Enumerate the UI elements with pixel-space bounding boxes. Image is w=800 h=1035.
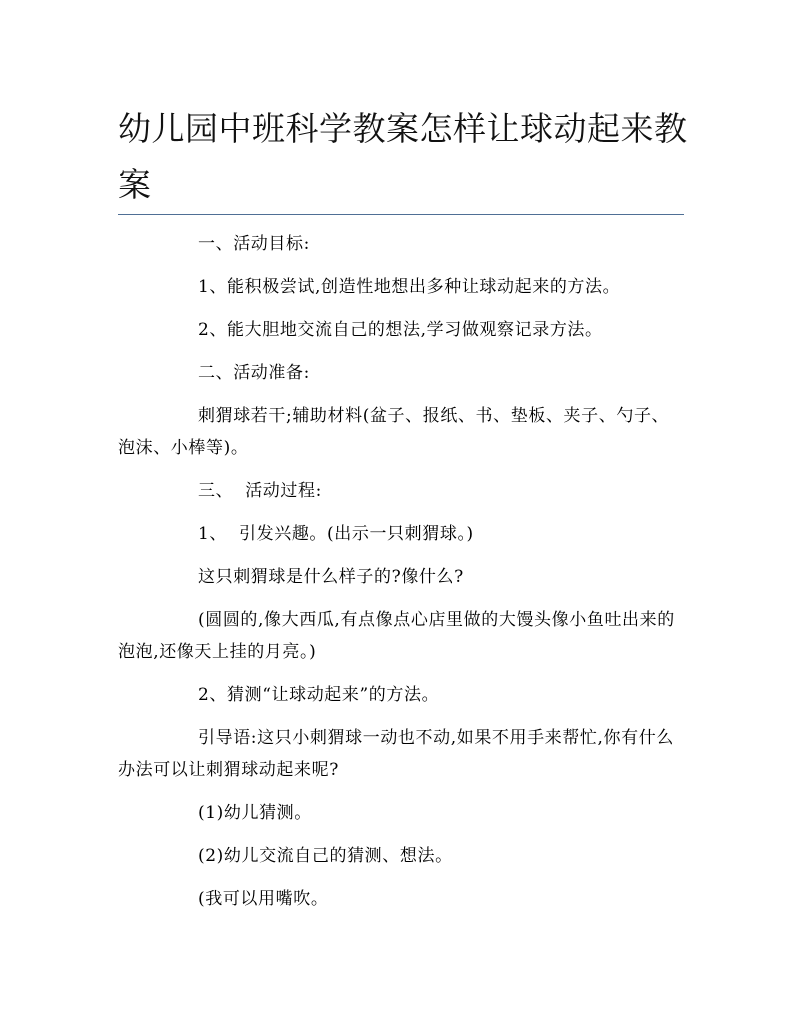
paragraph-question: 这只刺猬球是什么样子的?像什么?	[198, 567, 464, 587]
paragraph-process-heading: 三、 活动过程:	[198, 481, 322, 501]
paragraph-preparation-heading: 二、活动准备:	[198, 363, 310, 383]
paragraph-step-1: 1、 引发兴趣。(出示一只刺猬球。)	[198, 524, 474, 544]
paragraph-step-2: 2、猜测“让球动起来”的方法。	[198, 685, 440, 705]
paragraph-goal-2: 2、能大胆地交流自己的想法,学习做观察记录方法。	[198, 320, 603, 340]
paragraph-substep-2: (2)幼儿交流自己的猜测、想法。	[198, 846, 453, 866]
paragraph-blow: (我可以用嘴吹。	[198, 889, 329, 909]
paragraph-goal-1: 1、能积极尝试,创造性地想出多种让球动起来的方法。	[198, 277, 621, 297]
title-divider	[118, 214, 684, 215]
paragraph-materials: 刺猬球若干;辅助材料(盆子、报纸、书、垫板、夹子、勺子、泡沫、小棒等)。	[118, 406, 670, 458]
paragraph-answer: (圆圆的,像大西瓜,有点像点心店里做的大馒头像小鱼吐出来的泡泡,还像天上挂的月亮。)	[118, 610, 675, 662]
document-body	[118, 228, 684, 926]
paragraph-substep-1: (1)幼儿猜测。	[198, 803, 312, 823]
paragraph-goals-heading: 一、活动目标:	[198, 234, 310, 254]
document-title: 幼儿园中班科学教案怎样让球动起来教案	[118, 109, 688, 204]
paragraph-guide: 引导语:这只小刺猬球一动也不动,如果不用手来帮忙,你有什么办法可以让刺猬球动起来呢?	[118, 728, 674, 780]
